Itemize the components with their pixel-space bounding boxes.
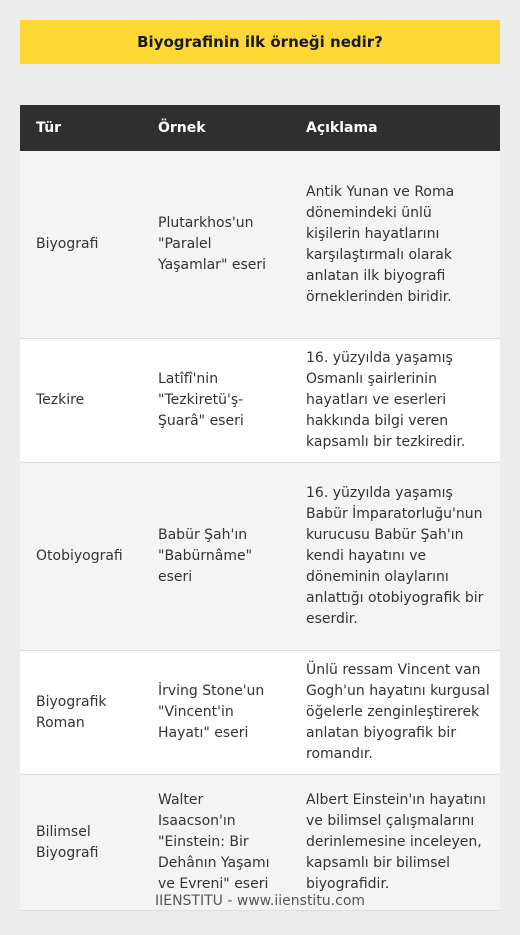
cell-example: Latîfî'nin "Tezkiretü'ş-Şuarâ" eseri (158, 371, 244, 429)
header-example: Örnek (158, 120, 206, 136)
cell-description: Antik Yunan ve Roma dönemindeki ünlü kişilerin hayatlarını karşılaştırmalı olarak anlatan ilk biyografi örneklerinden biridir. (306, 183, 455, 305)
cell-type: Tezkire (36, 392, 85, 408)
cell-example: Walter Isaacson'ın "Einstein: Bir Dehânın Yaşamı ve Evreni" eseri (158, 792, 270, 892)
cell-type: Otobiyografi (36, 548, 123, 564)
cell-example: İrving Stone'un "Vincent'in Hayatı" eseri (158, 683, 265, 741)
cell-description: Albert Einstein'ın hayatını ve bilimsel çalışmalarını derinlemesine inceleyen, kapsamlı bir bilimsel biyografidir. (306, 792, 486, 892)
cell-description: Ünlü ressam Vincent van Gogh'un hayatını kurgusal öğelerle zenginleştirerek anlatan biyografik bir romandır. (306, 662, 490, 762)
table-row (20, 775, 500, 911)
table-row (20, 651, 500, 775)
cell-description: 16. yüzyılda yaşamış Babür İmparatorluğu'nun kurucusu Babür Şah'ın kendi hayatını ve döneminin olaylarını anlattığı otobiyografik bir eserdir. (306, 485, 484, 627)
cell-type: Biyografik Roman (36, 693, 107, 731)
table-row (20, 463, 500, 651)
cell-description: 16. yüzyılda yaşamış Osmanlı şairlerinin hayatları ve eserleri hakkında bilgi veren kapsamlı bir tezkiredir. (306, 350, 466, 450)
table-header (20, 105, 500, 151)
header-type: Tür (36, 120, 62, 136)
header-description: Açıklama (306, 120, 378, 136)
table-row (20, 151, 500, 339)
table-row (20, 339, 500, 463)
biography-table (20, 105, 500, 911)
cell-example: Plutarkhos'un "Paralel Yaşamlar" eseri (158, 215, 266, 273)
footer-credit: IIENSTITU - www.iienstitu.com (154, 893, 366, 909)
cell-example: Babür Şah'ın "Babürnâme" eseri (158, 527, 253, 585)
page-title: Biyografinin ilk örneği nedir? (20, 20, 500, 64)
cell-type: Biyografi (36, 236, 99, 252)
cell-type: Bilimsel Biyografi (36, 823, 99, 861)
